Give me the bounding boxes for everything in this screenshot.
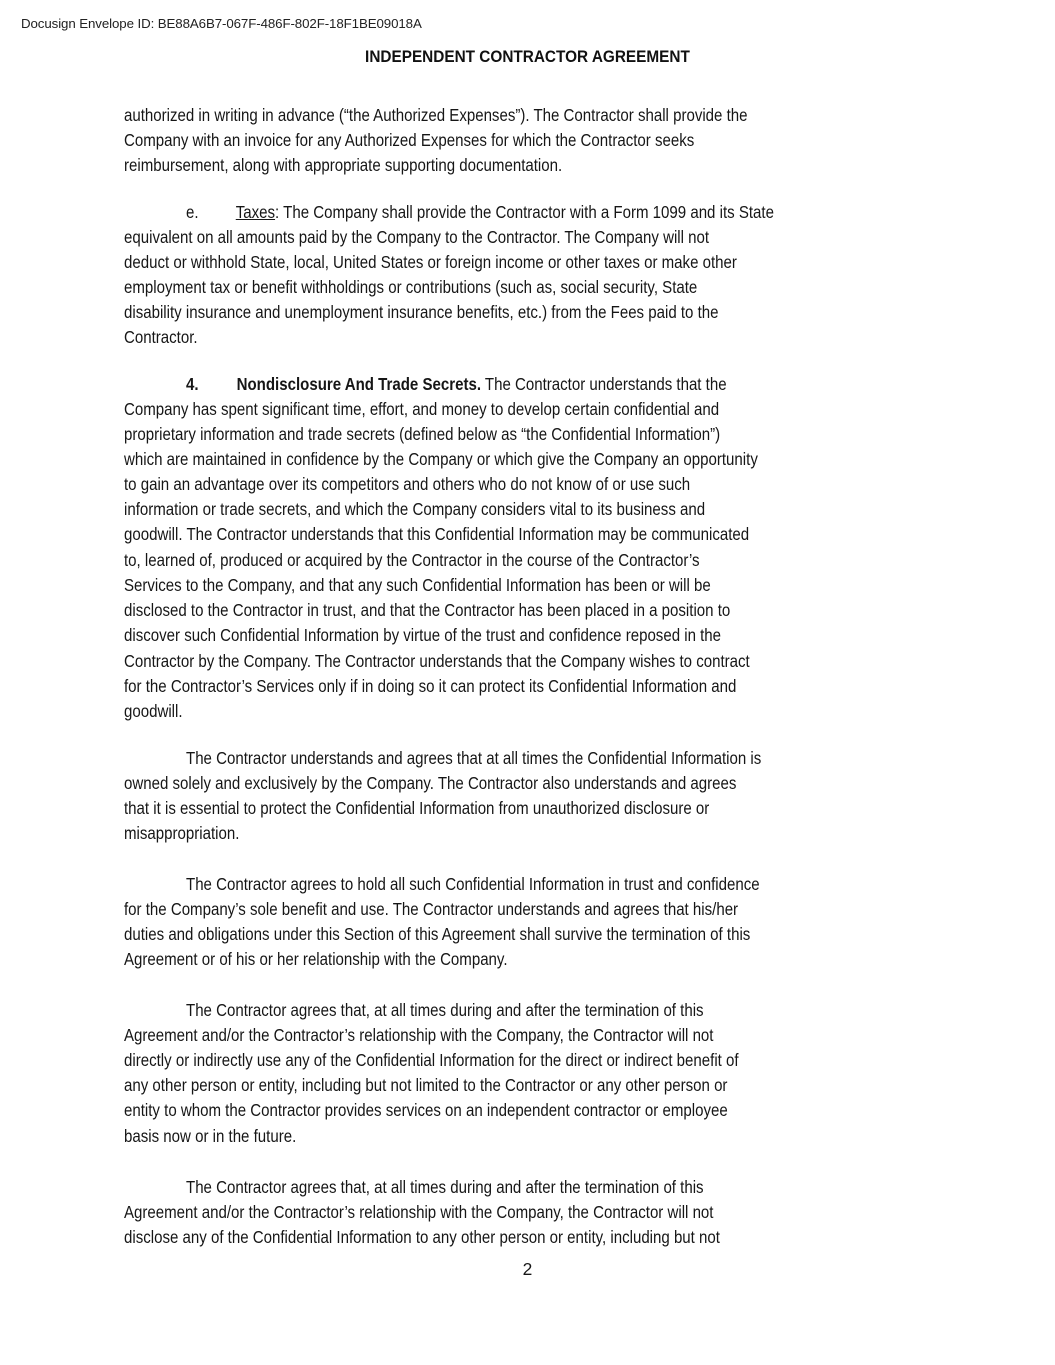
taxes-heading: Taxes [235,202,276,222]
text-line: misappropriation. [124,823,240,843]
text-line: entity to whom the Contractor provides services on an independent contractor or employee [124,1100,728,1120]
text-line: Contractor by the Company. The Contractor understands that the Company wishes to contract [124,651,750,671]
text-line: directly or indirectly use any of the Confidential Information for the direct or indirect benefit of [124,1050,739,1070]
text-line: information or trade secrets, and which the Company considers vital to its business and [124,499,706,519]
text-line [186,201,774,223]
text-line: Services to the Company, and that any such Confidential Information has been or will be [124,575,711,595]
section-number: 4. [186,374,199,394]
text-line: that it is essential to protect the Confidential Information from unauthorized disclosure or [124,798,710,818]
text-run: The Contractor understands that the [481,374,727,394]
text-line: proprietary information and trade secrets (defined below as “the Confidential Information”) [124,424,721,444]
text-line: goodwill. [124,701,183,721]
text-line: deduct or withhold State, local, United States or foreign income or other taxes or make other [124,252,737,272]
text-line: Company with an invoice for any Authorized Expenses for which the Contractor seeks [124,130,695,150]
text-line: which are maintained in confidence by the Company or which give the Company an opportunity [124,449,758,469]
text-line [186,373,727,395]
text-line: duties and obligations under this Section of this Agreement shall survive the termination of this [124,924,751,944]
text-line: goodwill. The Contractor understands that this Confidential Information may be communicated [124,524,750,544]
text-line: Agreement and/or the Contractor’s relationship with the Company, the Contractor will not [124,1202,714,1222]
text-run: : The Company shall provide the Contractor with a Form 1099 and its State [275,202,774,222]
text-line: to, learned of, produced or acquired by the Contractor in the course of the Contractor’s [124,550,700,570]
text-line: Agreement or of his or her relationship with the Company. [124,949,508,969]
text-line: any other person or entity, including but not limited to the Contractor or any other person or [124,1075,728,1095]
section-heading: Nondisclosure And Trade Secrets. [236,374,482,394]
text-line: Company has spent significant time, effort, and money to develop certain confidential and [124,399,720,419]
text-line: reimbursement, along with appropriate supporting documentation. [124,155,563,175]
text-line: The Contractor agrees that, at all times during and after the termination of this [186,1177,704,1197]
text-line: disclosed to the Contractor in trust, and that the Contractor has been placed in a position to [124,600,731,620]
text-line: basis now or in the future. [124,1126,297,1146]
document-title: INDEPENDENT CONTRACTOR AGREEMENT [365,48,690,66]
text-line: Agreement and/or the Contractor’s relationship with the Company, the Contractor will not [124,1025,714,1045]
page-number: 2 [522,1259,533,1279]
text-line: for the Company’s sole benefit and use. The Contractor understands and agrees that his/her [124,899,739,919]
text-line: to gain an advantage over its competitors and others who do not know of or use such [124,474,691,494]
text-line: owned solely and exclusively by the Company. The Contractor also understands and agrees [124,773,737,793]
text-line: equivalent on all amounts paid by the Company to the Contractor. The Company will not [124,227,710,247]
text-line: disability insurance and unemployment insurance benefits, etc.) from the Fees paid to the [124,302,719,322]
text-line: Contractor. [124,327,198,347]
list-marker: e. [186,202,199,222]
text-line: The Contractor agrees to hold all such Confidential Information in trust and confidence [186,874,760,894]
envelope-id-header: Docusign Envelope ID: BE88A6B7-067F-486F-802F-18F1BE09018A [21,16,422,31]
text-line: authorized in writing in advance (“the Authorized Expenses”). The Contractor shall provide the [124,105,748,125]
text-line: employment tax or benefit withholdings or contributions (such as, social security, State [124,277,698,297]
text-line: disclose any of the Confidential Information to any other person or entity, including but not [124,1227,720,1247]
text-line: for the Contractor’s Services only if in doing so it can protect its Confidential Information and [124,676,737,696]
text-line: The Contractor agrees that, at all times during and after the termination of this [186,1000,704,1020]
text-line: discover such Confidential Information by virtue of the trust and confidence reposed in the [124,625,722,645]
text-line: The Contractor understands and agrees that at all times the Confidential Information is [186,748,762,768]
